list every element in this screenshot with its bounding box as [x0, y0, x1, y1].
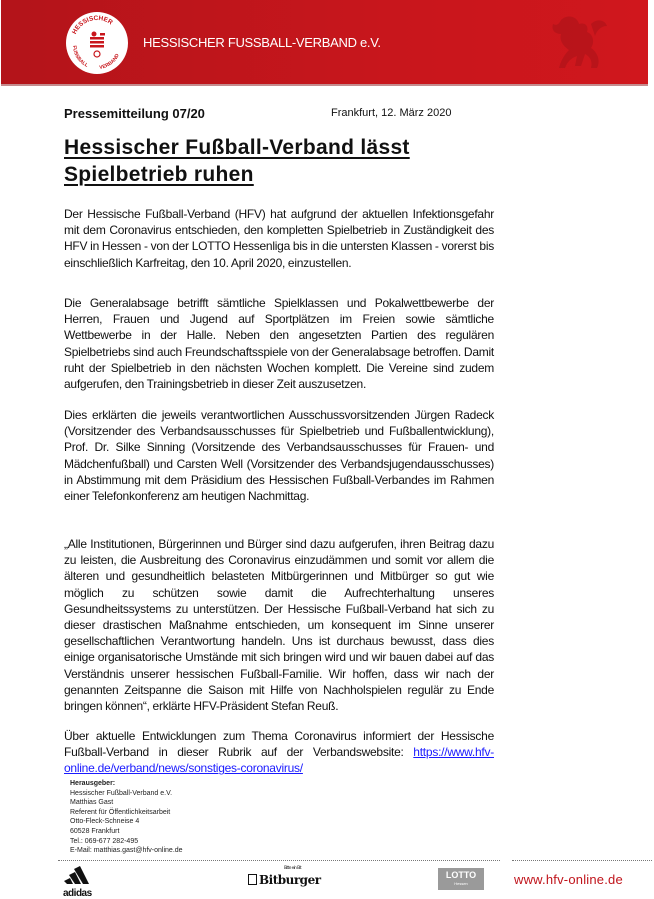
sponsor-adidas-logo: [63, 866, 103, 899]
adidas-stripes-icon: [63, 866, 103, 884]
publisher-email: E-Mail: matthias.gast@hfv-online.de: [70, 847, 183, 855]
logo-text-top: HESSISCHER: [71, 14, 114, 36]
paragraph: Dies erklärten die jeweils verantwortlichen Ausschussvorsitzenden Jürgen Radeck (Vorsitzender des Verbandsausschusses für Spielbetrieb und Fußballentwicklung), Prof. Dr. Silke Sinning (Vorsitzende des Verbandsausschusses für Frauen- und Mädchenfußball) und Carsten Well (Vorsitzender des Verbandsjugendausschusses) in Abstimmung mit dem Präsidium des Hessischen Fußball-Verbandes im Rahmen einer Telefonkonferenz am heutigen Nachmittag.: [64, 408, 494, 504]
org-name: HESSISCHER FUSSBALL-VERBAND e.V.: [143, 35, 381, 50]
hfv-logo: [66, 12, 128, 74]
closing-text: Über aktuelle Entwicklungen zum Thema Coronavirus informiert der Hessische Fußball-Verband in dieser Rubrik auf der Verbandswebsite:: [64, 729, 494, 760]
bitburger-crest-icon: [248, 874, 257, 885]
publisher-line: Hessischer Fußball-Verband e.V.: [70, 789, 173, 797]
header-divider: [1, 84, 648, 86]
publisher-line: Referent für Öffentlichkeitsarbeit: [70, 808, 171, 816]
press-release-number: Pressemitteilung 07/20: [64, 106, 205, 121]
svg-text:FUSSBALL: [71, 45, 89, 68]
svg-text:VERBAND: [99, 53, 121, 71]
lion-emblem-icon: [541, 12, 613, 74]
logo-text-right: VERBAND: [98, 52, 121, 71]
publisher-block: [70, 779, 183, 856]
headline: Hessischer Fußball-Verband lässt Spielbetrieb ruhen: [64, 136, 410, 186]
bitburger-tagline: Bitte ein Bit: [284, 865, 302, 870]
logo-text-left: FUSSBALL: [70, 45, 90, 69]
publisher-line: Matthias Gast: [70, 799, 114, 807]
footer-divider-right: [512, 860, 652, 861]
footer-divider-left: [58, 860, 500, 861]
publisher-line: 60528 Frankfurt: [70, 827, 120, 835]
place-date: Frankfurt, 12. März 2020: [331, 107, 452, 119]
lotto-wordmark: LOTTO: [445, 870, 477, 880]
paragraph-quote: „Alle Institutionen, Bürgerinnen und Bürger sind dazu aufgerufen, ihren Beitrag dazu zu leisten, die Ausbreitung des Coronavirus einzudämmen und somit vor allem die älteren und gesundheitlich belasteten Mitbürgerinnen und Mitbürger so gut wie möglich zu schützen sowie damit die Aufrechterhaltung unseres Gesundheitssystems zu unterstützen. Der Hessische Fußball-Verband hat sich zu dieser drastischen Maßnahme entschieden, um konsequent im Sinne unserer gesellschaftlichen Verantwortung handeln. Uns ist durchaus bewusst, dass dies einige organisatorische Umstände mit sich bringen wird und wir bauen dabei auf das Verständnis unserer hessischen Fußball-Familie. Wir hoffen, dass wir nach der genannten Zeitspanne die Saison mit Hilfe von Nachholspielen regulär zu Ende bringen können“, erklärte HFV-Präsident Stefan Reuß.: [64, 537, 494, 714]
sponsor-bitburger-logo: [248, 865, 321, 887]
lotto-subtitle: Hessen: [454, 881, 468, 886]
header-banner: [1, 0, 648, 84]
hfv-crest-icon: [66, 12, 128, 74]
publisher-line: Otto-Fleck-Schneise 4: [70, 818, 140, 826]
paragraph: Die Generalabsage betrifft sämtliche Spielklassen und Pokalwettbewerbe der Herren, Frauen und Jugend auf Sportplätzen im Freien sowie sämtliche Wettbewerbe in der Halle. Neben den angesetzten Partien des regulären Spielbetriebs sind auch Freundschaftsspiele von der Generalabsage betroffen. Damit ruht der Spielbetrieb in den nächsten Wochen komplett. Die Vereine sind zudem aufgerufen, den Trainingsbetrieb in dieser Zeit auszusetzen.: [64, 296, 494, 392]
website-link[interactable]: www.hfv-online.de: [514, 872, 623, 887]
publisher-line: Tel.: 069-677 282-495: [70, 837, 139, 845]
bitburger-wordmark: Bitburger: [259, 873, 321, 887]
coronavirus-news-link[interactable]: https://www.hfv-online.de/verband/news/sonstiges-coronavirus/: [64, 745, 494, 776]
adidas-wordmark: adidas: [63, 888, 92, 899]
closing-paragraph: [64, 728, 494, 777]
paragraph: Der Hessische Fußball-Verband (HFV) hat aufgrund der aktuellen Infektionsgefahr mit dem Coronavirus entschieden, den kompletten Spielbetrieb in Zuständigkeit des HFV in Hessen - von der LOTTO Hessenliga bis in die untersten Klassen - vorerst bis einschließlich Karfreitag, den 10. April 2020, einzustellen.: [64, 207, 494, 270]
publisher-title: Herausgeber:: [70, 780, 116, 787]
